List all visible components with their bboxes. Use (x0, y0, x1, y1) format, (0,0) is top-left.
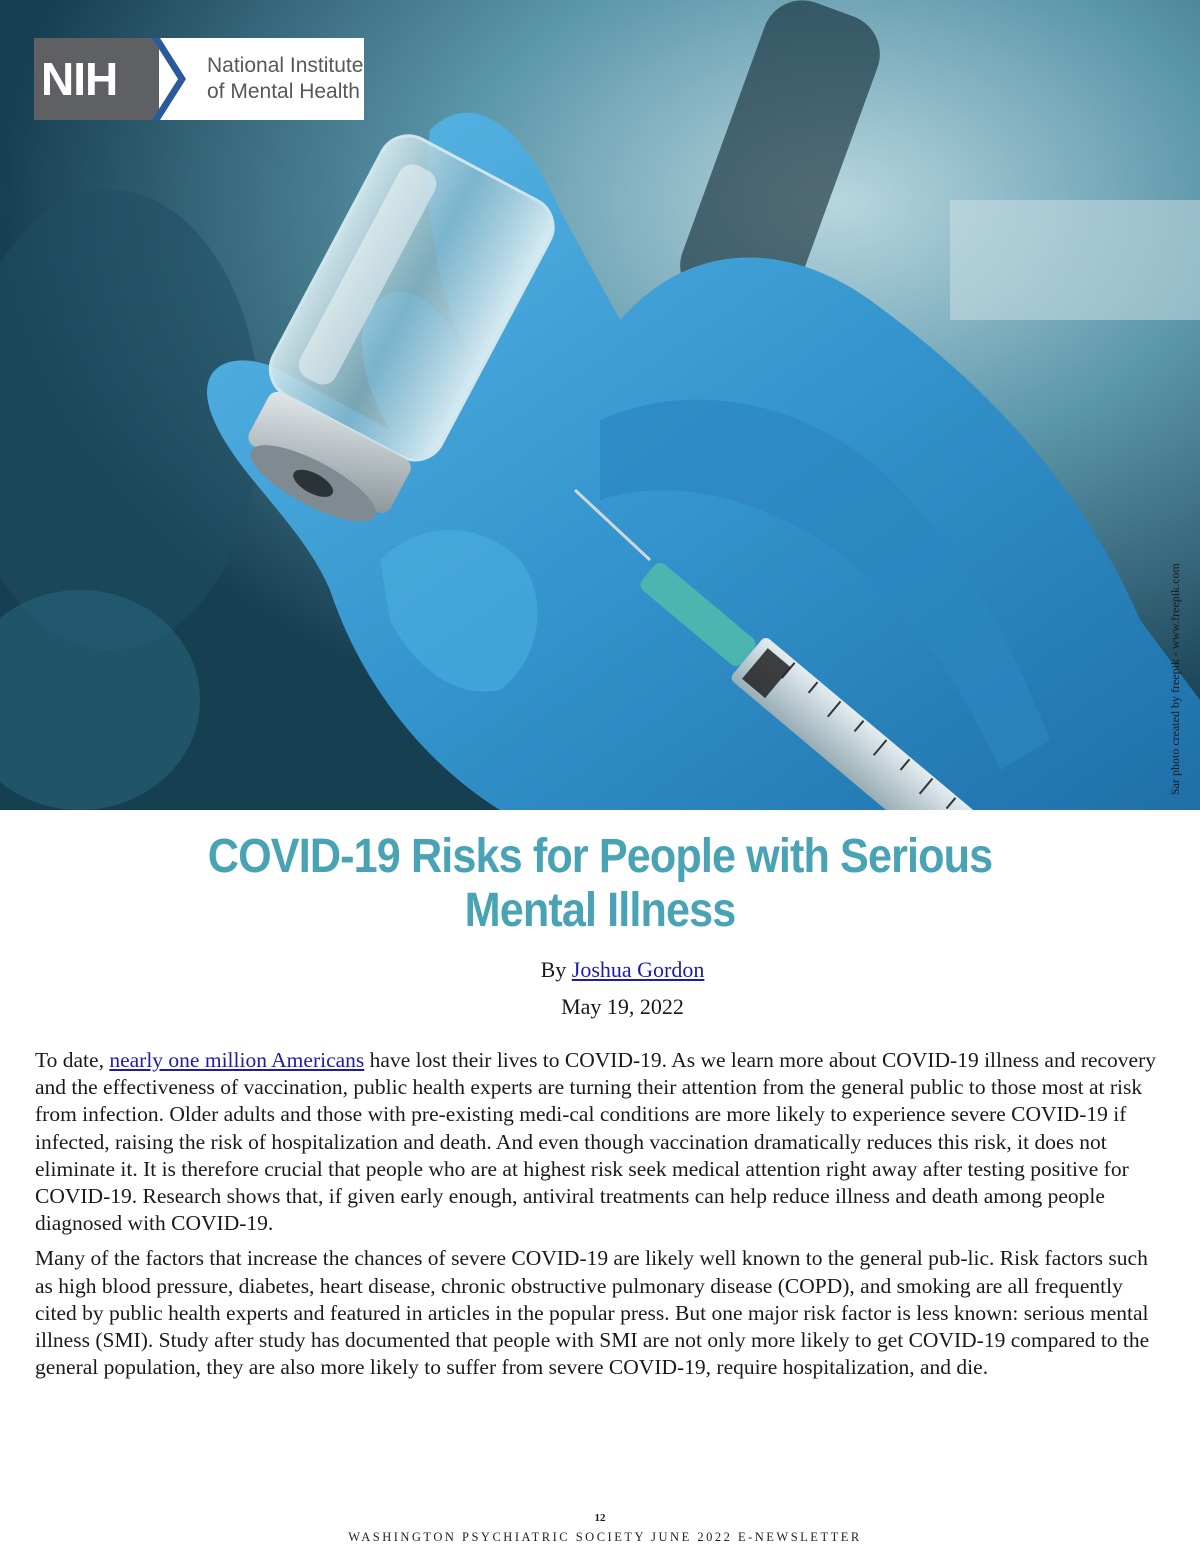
paragraph-1 (35, 1047, 1165, 1237)
newsletter-footer: WASHINGTON PSYCHIATRIC SOCIETY JUNE 2022 E-NEWSLETTER (348, 1530, 862, 1544)
article-body (35, 1047, 1165, 1389)
deaths-statistic-link[interactable]: nearly one million Americans (109, 1048, 365, 1072)
article-title-line1: COVID-19 Risks for People with Serious (207, 830, 993, 883)
article-title-line2: Mental Illness (464, 884, 736, 937)
publish-date: May 19, 2022 (561, 994, 684, 1019)
page-number: 12 (594, 1512, 606, 1524)
author-link[interactable]: Joshua Gordon (571, 957, 705, 982)
institute-name-line2: of Mental Health (207, 80, 360, 103)
byline-label: By (540, 957, 567, 982)
institute-name-line1: National Institute (207, 54, 364, 77)
nih-mark: NIH (34, 38, 159, 120)
institute-name (207, 38, 363, 120)
article-title (60, 830, 1140, 938)
nimh-logo (34, 38, 364, 120)
chevron-icon (152, 38, 192, 120)
paragraph-1-start: To date, (35, 1048, 110, 1072)
byline (0, 957, 1200, 983)
paragraph-1-rest: have lost their lives to COVID-19. As we learn more about COVID-19 illness and recovery and the effectiveness of vaccination, public health experts are turning their attention from the general public to those most at risk from infection. Older adults and those with pre-existing medi-cal conditions are more likely to experience severe COVID-19 if infected, raising the risk of hospitalization and death. And even though vaccination dramatically reduces this risk, it does not eliminate it. It is therefore crucial that people who are at highest risk seek medical attention right away after testing positive for COVID-19. Research shows that, if given early enough, antiviral treatments can help reduce illness and death among people diagnosed with COVID-19. (35, 1048, 1157, 1236)
photo-credit: Sar photo created by freepik - www.freepik.com (1168, 563, 1182, 795)
paragraph-2: Many of the factors that increase the chances of severe COVID-19 are likely well known to the general pub-lic. Risk factors such as high blood pressure, diabetes, heart disease, chronic obstructive pulmonary disease (COPD), and smoking are all frequently cited by public health experts and featured in articles in the popular press. But one major risk factor is less known: serious mental illness (SMI). Study after study has documented that people with SMI are not only more likely to get COVID-19 compared to the general population, they are also more likely to suffer from severe COVID-19, require hospitalization, and die. (35, 1246, 1150, 1380)
